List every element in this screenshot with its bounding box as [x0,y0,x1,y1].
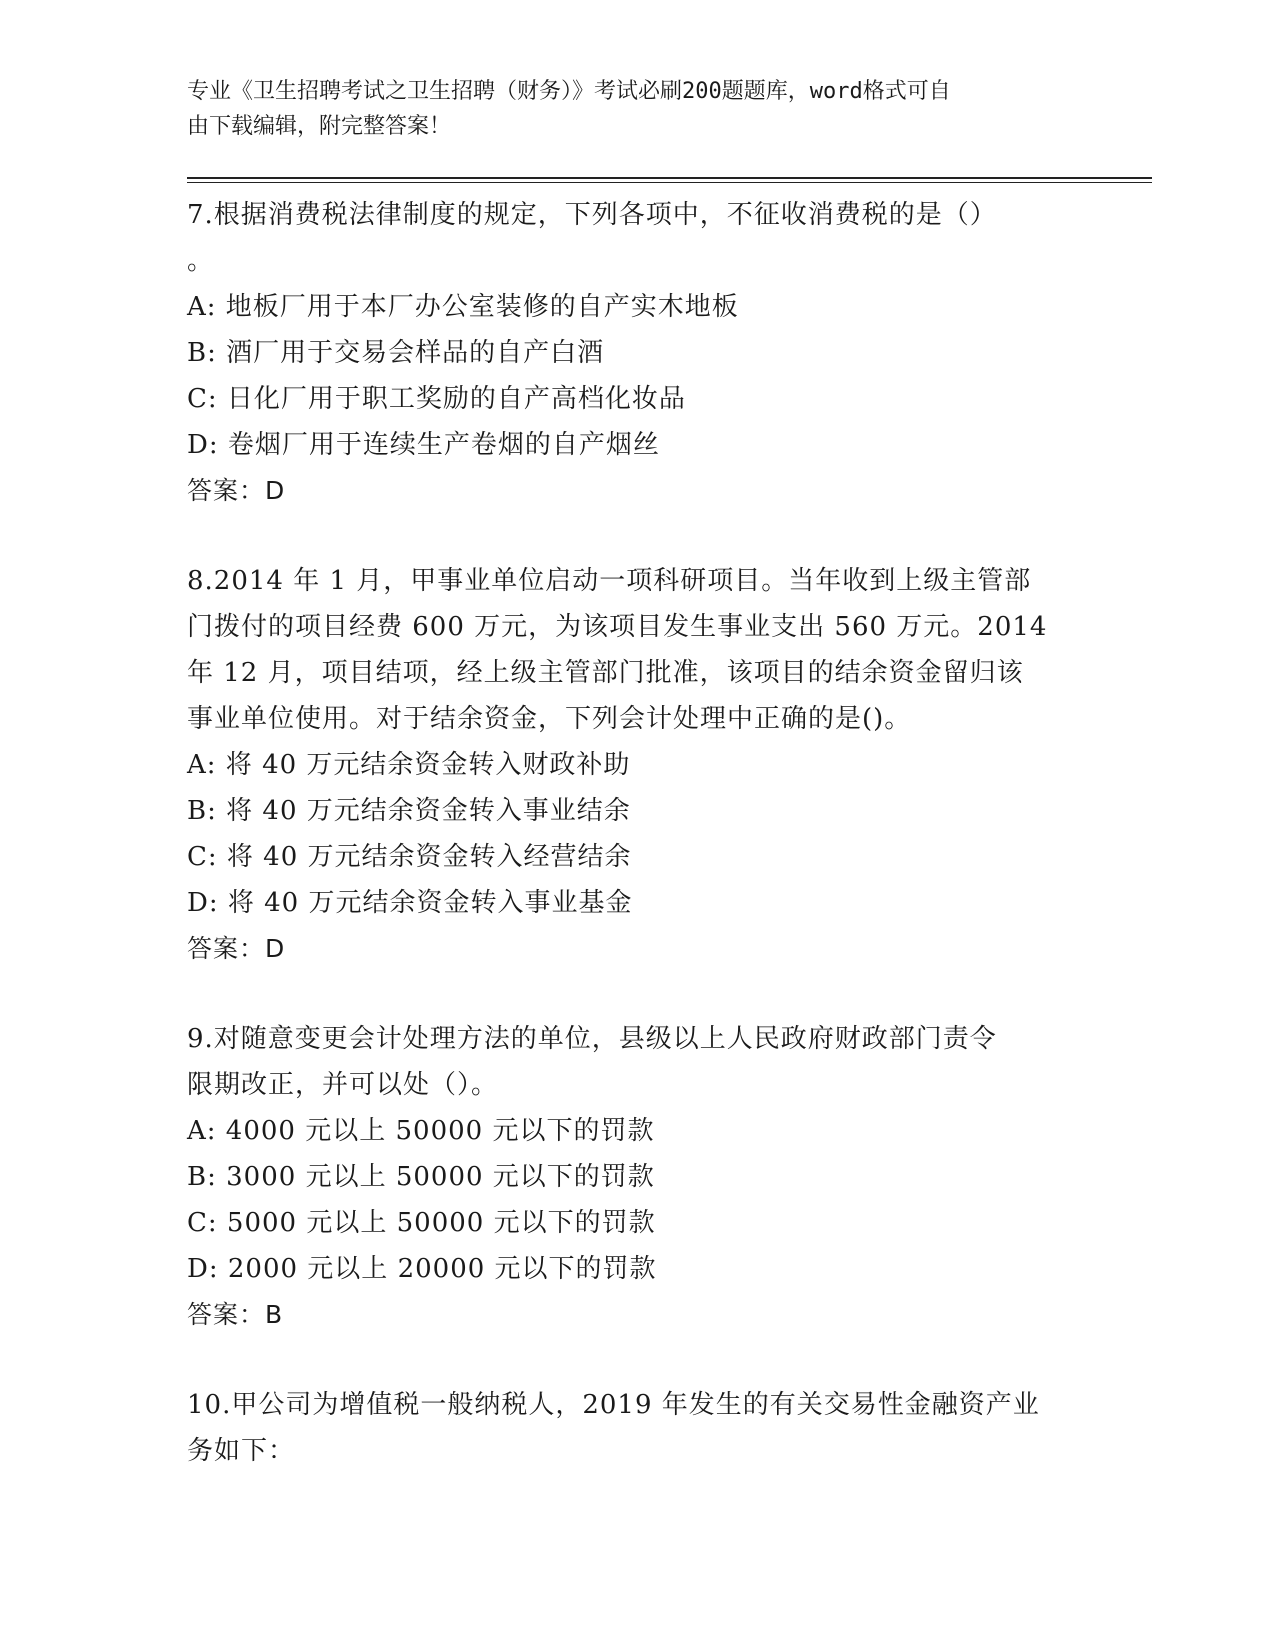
question-7-option-d: D: 卷烟厂用于连续生产卷烟的自产烟丝 [187,430,660,460]
question-9-option-c: C: 5000 元以上 50000 元以下的罚款 [187,1208,656,1238]
spacer [187,972,1087,1016]
question-8-text-line-3: 年 12 月，项目结项，经上级主管部门批准，该项目的结余资金留归该 [187,658,1024,688]
header-divider-thick [187,177,1152,179]
header-divider-thin [187,182,1152,183]
question-8-option-a: A: 将 40 万元结余资金转入财政补助 [187,750,631,780]
question-8-option-c: C: 将 40 万元结余资金转入经营结余 [187,842,632,872]
question-10-text-line-2: 务如下： [187,1436,296,1466]
question-7-answer: 答案：D [187,476,286,505]
spacer [187,514,1087,558]
question-8-option-d: D: 将 40 万元结余资金转入事业基金 [187,888,633,918]
question-9-text-line-2: 限期改正，并可以处（）。 [187,1070,499,1100]
question-7 [187,192,1087,514]
question-9-text-line-1: 9.对随意变更会计处理方法的单位，县级以上人民政府财政部门责令 [187,1024,997,1054]
question-8-text-line-1: 8.2014 年 1 月，甲事业单位启动一项科研项目。当年收到上级主管部 [187,566,1032,596]
header-line-2: 由下载编辑，附完整答案！ [187,114,452,139]
question-list [187,192,1087,1474]
question-7-text-line-1: 7.根据消费税法律制度的规定，下列各项中，不征收消费税的是（） [187,200,997,230]
question-8-text-line-4: 事业单位使用。对于结余资金，下列会计处理中正确的是()。 [187,704,912,734]
question-8 [187,558,1087,972]
question-7-option-c: C: 日化厂用于职工奖励的自产高档化妆品 [187,384,686,414]
spacer [187,1338,1087,1382]
question-9-option-a: A: 4000 元以上 50000 元以下的罚款 [187,1116,655,1146]
question-9-option-b: B: 3000 元以上 50000 元以下的罚款 [187,1162,655,1192]
question-7-option-a: A: 地板厂用于本厂办公室装修的自产实木地板 [187,292,739,322]
question-8-answer: 答案：D [187,934,286,963]
question-8-option-b: B: 将 40 万元结余资金转入事业结余 [187,796,631,826]
header-line-1: 专业《卫生招聘考试之卫生招聘（财务）》考试必刷200题题库，word格式可自 [187,79,951,104]
document-header [187,74,1067,144]
question-8-text-line-2: 门拨付的项目经费 600 万元，为该项目发生事业支出 560 万元。2014 [187,612,1048,642]
question-10-text-line-1: 10.甲公司为增值税一般纳税人，2019 年发生的有关交易性金融资产业 [187,1390,1040,1420]
question-7-text-line-2: 。 [187,246,215,276]
question-9-option-d: D: 2000 元以上 20000 元以下的罚款 [187,1254,657,1284]
question-7-option-b: B: 酒厂用于交易会样品的自产白酒 [187,338,605,368]
question-9-answer: 答案：B [187,1300,284,1329]
question-10 [187,1382,1087,1474]
question-9 [187,1016,1087,1338]
